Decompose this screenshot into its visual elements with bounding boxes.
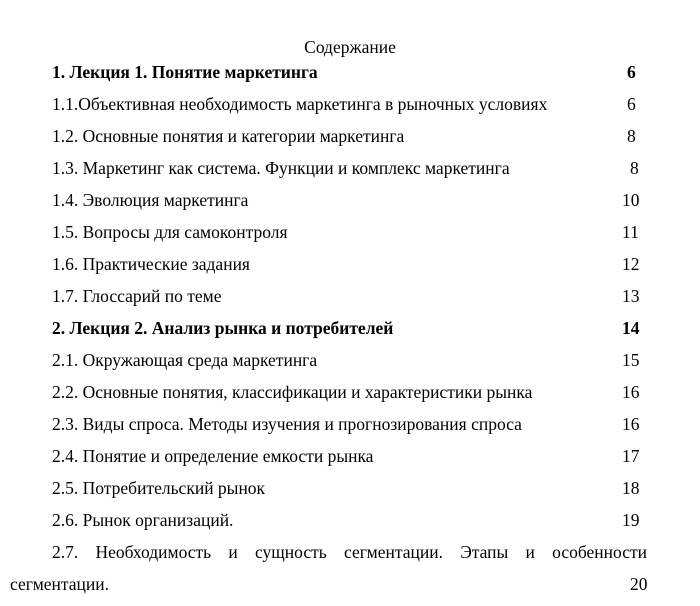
entry-page: 18 [622,478,640,498]
toc-title: Содержание [304,37,396,57]
toc-entry [0,284,700,308]
toc-entry [0,156,700,180]
entry-page: 13 [622,286,640,306]
entry-page: 10 [622,190,640,210]
entry-page: 8 [630,158,639,178]
toc-entry [0,508,700,532]
entry-page: 11 [622,222,639,242]
entry-page: 6 [627,62,636,82]
entry-page: 19 [622,510,640,530]
toc-entry [0,220,700,244]
toc-entry [0,444,700,468]
toc-entry [0,124,700,148]
entry-page: 8 [627,126,636,146]
entry-text: 2.2. Основные понятия, классификации и характеристики рынка [52,382,533,402]
entry-text: 1. Лекция 1. Понятие маркетинга [52,62,318,82]
toc-entry [0,380,700,404]
entry-page: 17 [622,446,640,466]
toc-entry [0,92,700,116]
entry-text: 2.6. Рынок организаций. [52,510,234,530]
entry-text: 2.7. Необходимость и сущность сегментации. Этапы и особенности [52,542,647,562]
toc-entry [0,60,700,84]
entry-text: 2. Лекция 2. Анализ рынка и потребителей [52,318,394,338]
entry-text: 1.6. Практические задания [52,254,250,274]
entry-text: 1.4. Эволюция маркетинга [52,190,249,210]
toc-entry [0,540,700,564]
toc-entry [0,188,700,212]
toc-entry-continuation [0,572,700,596]
entry-text: 2.5. Потребительский рынок [52,478,266,498]
entry-text: 2.3. Виды спроса. Методы изучения и прогнозирования спроса [52,414,522,434]
entry-text: 2.1. Окружающая среда маркетинга [52,350,318,370]
entry-page: 20 [630,574,648,594]
entry-page: 14 [622,318,640,338]
entry-page: 16 [622,414,640,434]
toc-entry [0,476,700,500]
toc-entry [0,252,700,276]
entry-text: 1.1.Объективная необходимость маркетинга в рыночных условиях [52,94,548,114]
toc-entry [0,348,700,372]
toc-entry [0,412,700,436]
entry-page: 15 [622,350,640,370]
entry-text-continuation: сегментации. [10,574,110,594]
entry-text: 2.4. Понятие и определение емкости рынка [52,446,374,466]
toc-entry [0,316,700,340]
entry-text: 1.7. Глоссарий по теме [52,286,222,306]
entry-page: 16 [622,382,640,402]
entry-text: 1.5. Вопросы для самоконтроля [52,222,288,242]
entry-text: 1.3. Маркетинг как система. Функции и комплекс маркетинга [52,158,510,178]
entry-page: 12 [622,254,640,274]
entry-text: 1.2. Основные понятия и категории маркетинга [52,126,405,146]
entry-page: 6 [627,94,636,114]
